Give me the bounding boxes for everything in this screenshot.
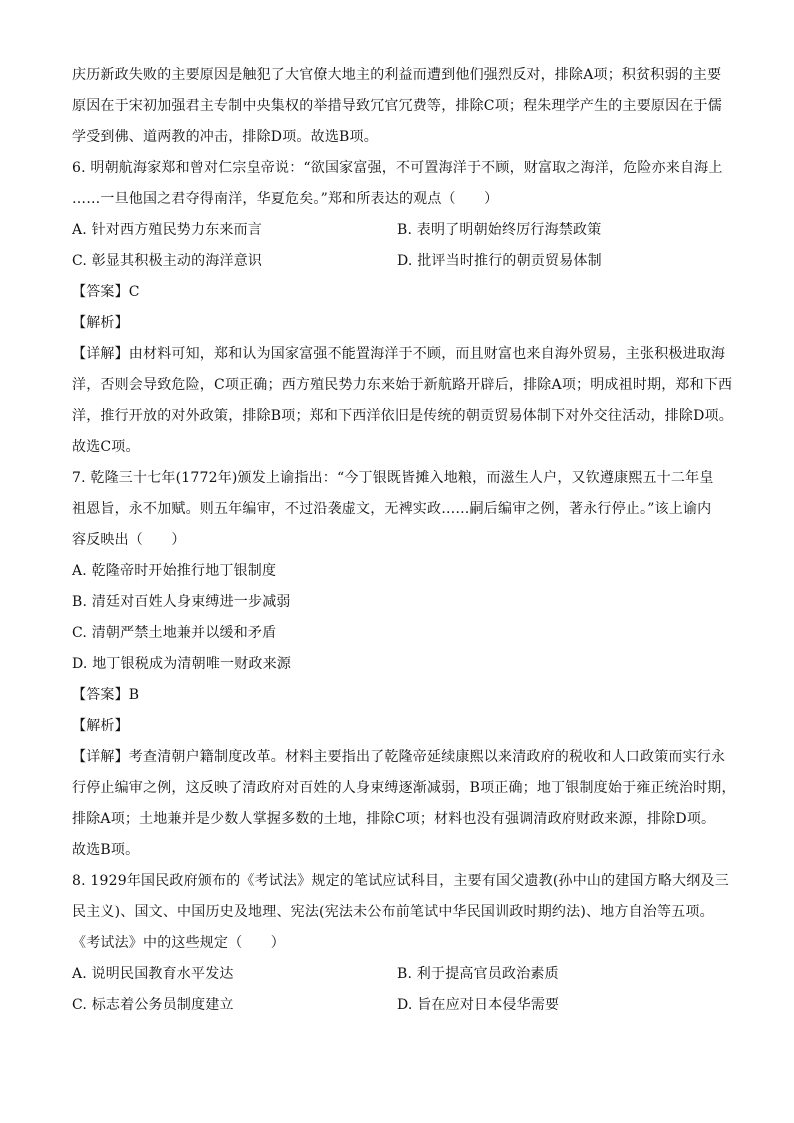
q8-option-c: C. 标志着公务员制度建立	[72, 997, 234, 1013]
q7-answer: 【答案】B	[72, 687, 140, 703]
q6-analysis-label: 【解析】	[72, 315, 129, 331]
q6-option-a: A. 针对西方殖民势力东来而言	[72, 222, 263, 238]
q6-options-row	[72, 246, 734, 277]
document-page	[72, 60, 734, 1021]
q6-detail-line: 洋，否则会导致危险，C项正确；西方殖民势力东来始于新航路开辟后，排除A项；明成祖时期，郑和下西	[72, 377, 733, 393]
q8-option-b: B. 利于提高官员政治素质	[397, 966, 559, 982]
q7-stem-line: 容反映出（ ）	[72, 532, 186, 548]
q8-option-a: A. 说明民国教育水平发达	[72, 966, 234, 982]
q6-answer: 【答案】C	[72, 284, 140, 300]
q8-options-row	[72, 990, 734, 1021]
intro-line: 原因在于宋初加强君主专制中央集权的举措导致冗官冗费等，排除C项；程朱理学产生的主要原因在于儒	[72, 98, 722, 114]
q7-option-c: C. 清朝严禁土地兼并以缓和矛盾	[72, 625, 277, 641]
q6-detail-line: 洋，推行开放的对外政策，排除B项；郑和下西洋依旧是传统的朝贡贸易体制下对外交往活动，排除D项。	[72, 408, 733, 424]
q7-option-d: D. 地丁银税成为清朝唯一财政来源	[72, 656, 292, 672]
q8-options-row	[72, 959, 734, 990]
q7-option-a: A. 乾隆帝时开始推行地丁银制度	[72, 563, 277, 579]
q6-detail-line: 【详解】由材料可知，郑和认为国家富强不能置海洋于不顾，而且财富也来自海外贸易，主张积极进取海	[72, 346, 726, 362]
intro-line: 学受到佛、道两教的冲击，排除D项。故选B项。	[72, 129, 378, 145]
q6-option-b: B. 表明了明朝始终厉行海禁政策	[397, 222, 602, 238]
q7-detail-line: 排除A项；土地兼并是少数人掌握多数的土地，排除C项；材料也没有强调清政府财政来源，排除D项。	[72, 811, 716, 827]
q6-stem-line: 6. 明朝航海家郑和曾对仁宗皇帝说：“欲国家富强，不可置海洋于不顾，财富取之海洋，危险亦来自海上	[72, 160, 723, 176]
q7-option-b: B. 清廷对百姓人身束缚进一步减弱	[72, 594, 291, 610]
q8-stem-line: 民主义)、国文、中国历史及地理、宪法(宪法未公布前笔试中华民国训政时期约法)、地方自治等五项。	[72, 904, 714, 920]
q8-stem-line: 8. 1929年国民政府颁布的《考试法》规定的笔试应试科目，主要有国父遗教(孙中山的建国方略大纲及三	[72, 873, 729, 889]
q7-stem-line: 7. 乾隆三十七年(1772年)颁发上谕指出：“今丁银既皆摊入地粮，而滋生人户，又钦遵康熙五十二年皇	[72, 470, 714, 486]
q7-detail-line: 行停止编审之例，这反映了清政府对百姓的人身束缚逐渐减弱，B项正确；地丁银制度始于雍正统治时期，	[72, 780, 736, 796]
q6-option-d: D. 批评当时推行的朝贡贸易体制	[397, 253, 602, 269]
q8-option-d: D. 旨在应对日本侵华需要	[397, 997, 560, 1013]
q6-stem-line: ……一旦他国之君夺得南洋，华夏危矣。”郑和所表达的观点（ ）	[72, 191, 499, 207]
q7-detail-line: 故选B项。	[72, 842, 140, 858]
intro-line: 庆历新政失败的主要原因是触犯了大官僚大地主的利益而遭到他们强烈反对，排除A项；积贫积弱的主要	[72, 67, 722, 83]
q6-option-c: C. 彰显其积极主动的海洋意识	[72, 253, 263, 269]
q7-stem-line: 祖恩旨，永不加赋。则五年编审，不过沿袭虚文，无裨实政……嗣后编审之例，著永行停止。”该上谕内	[72, 501, 712, 517]
q7-detail-line: 【详解】考查清朝户籍制度改革。材料主要指出了乾隆帝延续康熙以来清政府的税收和人口政策而实行永	[72, 749, 726, 765]
q7-analysis-label: 【解析】	[72, 718, 129, 734]
q8-stem-line: 《考试法》中的这些规定（ ）	[72, 935, 285, 951]
q6-detail-line: 故选C项。	[72, 439, 140, 455]
q6-options-row	[72, 215, 734, 246]
